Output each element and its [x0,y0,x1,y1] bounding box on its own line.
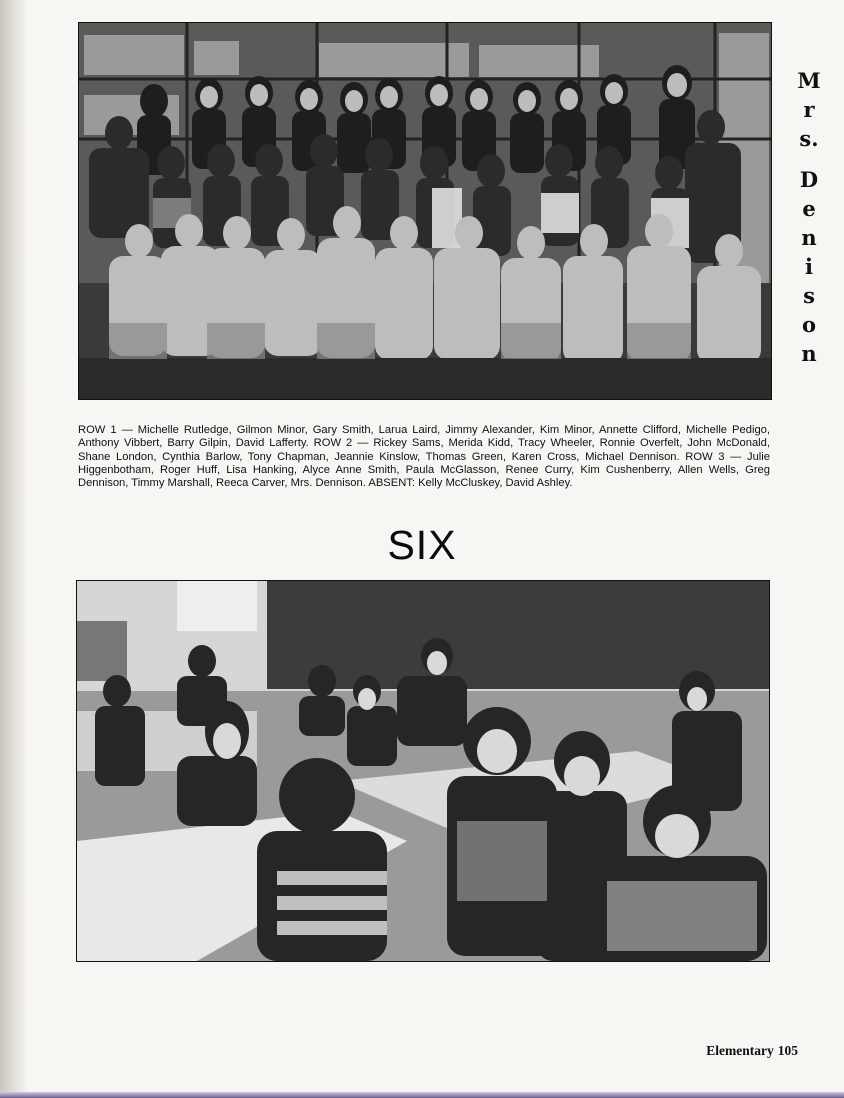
teacher-name-letter: M [797,68,821,93]
teacher-name-vertical [792,66,826,368]
teacher-name-letter: n [801,341,817,366]
teacher-name-letter: i [805,254,813,279]
teacher-name-letter: D [799,167,819,192]
classroom-candid-photo [76,580,770,962]
teacher-name-letter: s. [799,126,819,151]
page-footer [706,1043,798,1059]
classroom-candid-photo-illustration [77,581,769,961]
class-group-photo-illustration [79,23,771,399]
teacher-name-letter: n [801,225,817,250]
teacher-name-letter: s [803,283,815,308]
teacher-name-letter: o [801,312,816,337]
page-bottom-edge [0,1092,844,1098]
page-number: 105 [777,1043,798,1058]
teacher-name-letter: r [803,97,815,122]
section-title: SIX [387,522,457,568]
photo-caption: ROW 1 — Michelle Rutledge, Gilmon Minor, Gary Smith, Larua Laird, Jimmy Alexander, Kim Minor, Annette Clifford, Michelle Pedigo, Anthony Vibbert, Barry Gilpin, David Lafferty. ROW 2 — Rickey Sams, Merida Kidd, Tracy Wheeler, Ronnie Overfelt, John McDonald, Shane London, Cynthia Barlow, Tony Chapman, Jeannie Kinslow, Thomas Green, Karen Cross, Michael Dennison. ROW 3 — Julie Higgenbotham, Roger Huff, Lisa Hanking, Alyce Anne Smith, Paula McGlasson, Renee Curry, Kim Cushenberry, Allen Wells, Greg Dennison, Timmy Marshall, Reeca Carver, Mrs. Dennison. ABSENT: Kelly McCluskey, David Ashley. [78,424,770,489]
footer-section-label: Elementary [706,1043,774,1058]
teacher-name-letter: e [802,196,816,221]
class-group-photo [78,22,772,400]
